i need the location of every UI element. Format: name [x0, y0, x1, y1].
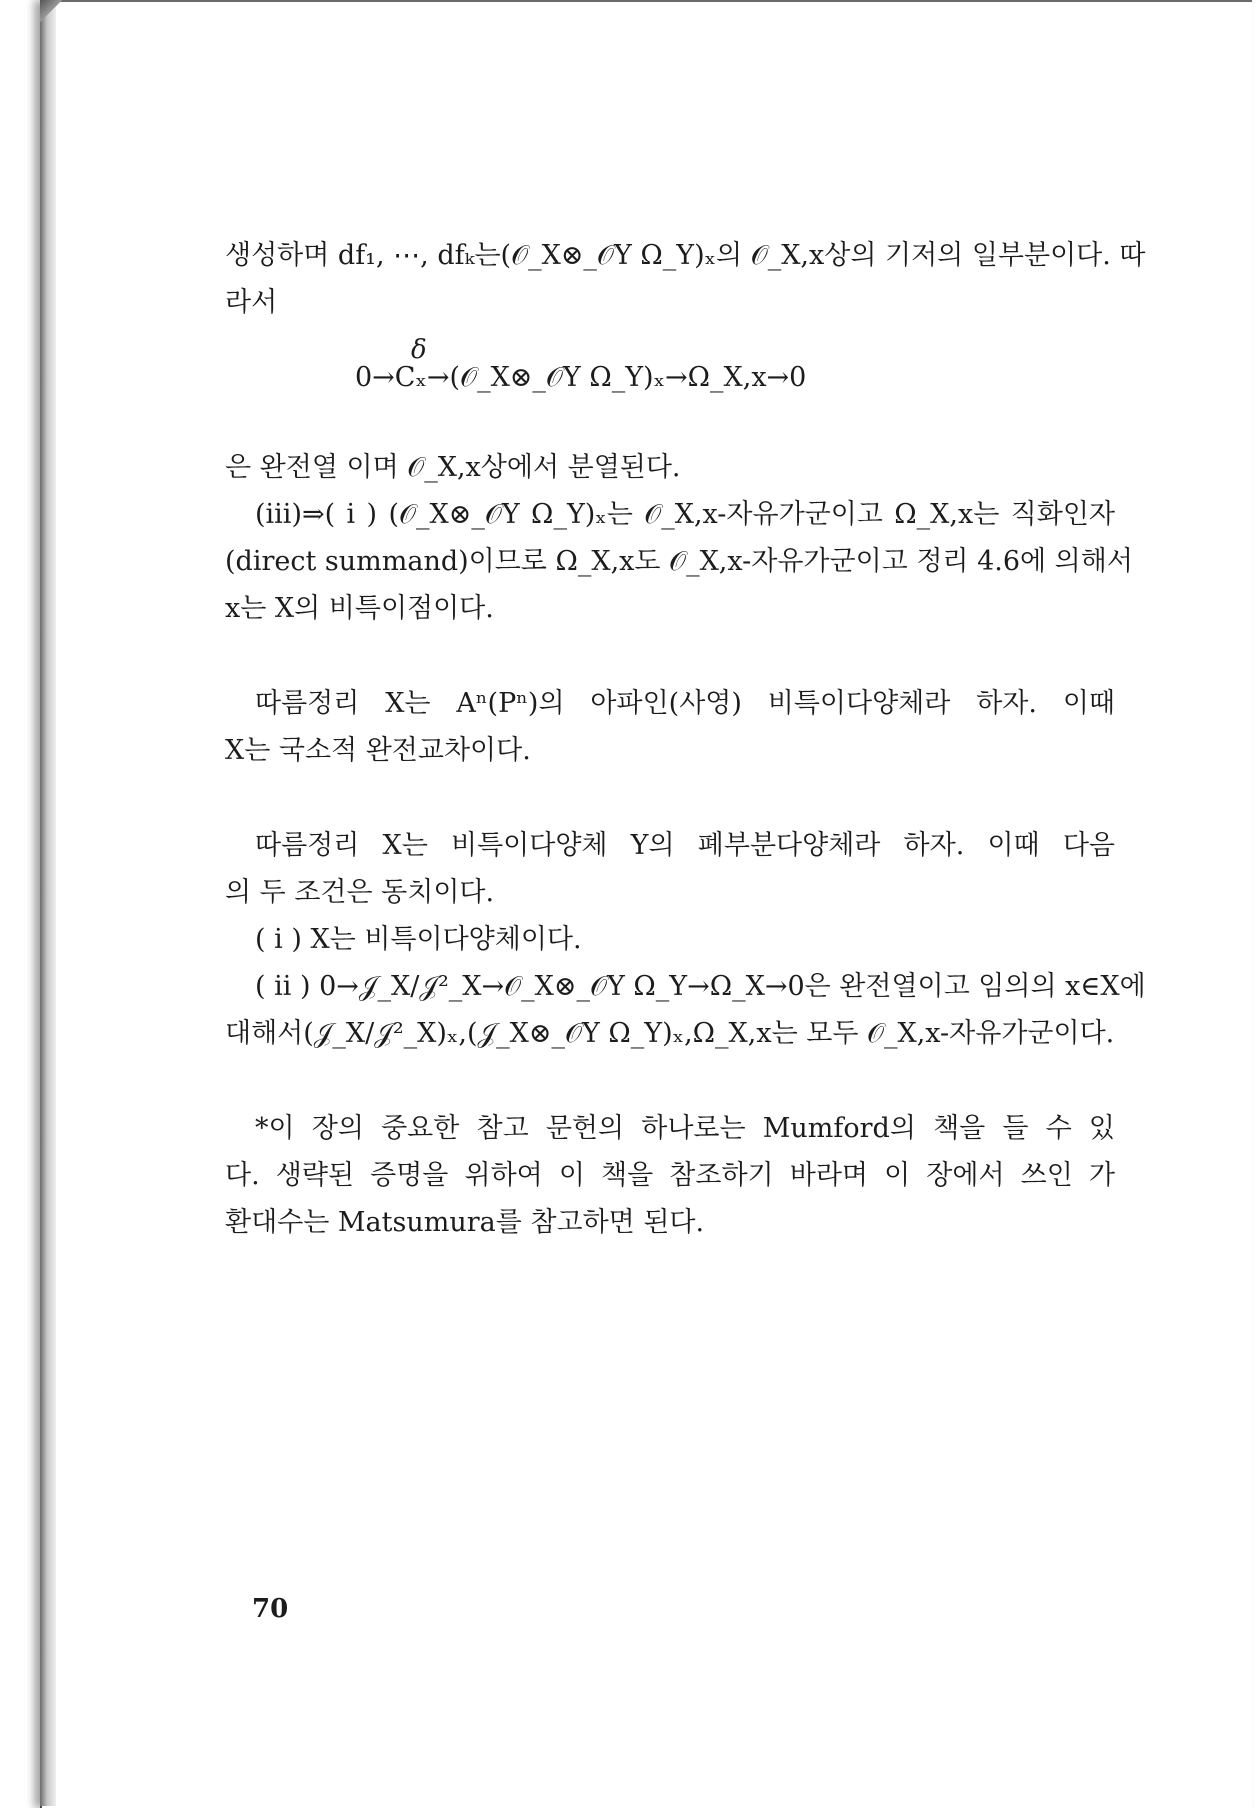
text-line: 환대수는 Matsumura를 참고하면 된다. — [225, 1207, 705, 1238]
text-line: (iii)⇒( i ) (𝒪_X⊗_𝒪Y Ω_Y)ₓ는 𝒪_X,x-자유가군이고 Ω_X,x는 직화인자 — [255, 499, 1115, 530]
equation-text: 0→Cₓ→(𝒪_X⊗_𝒪Y Ω_Y)ₓ→Ω_X,x→0 — [355, 362, 807, 393]
text-line: 라서 — [225, 287, 278, 318]
page-number: 70 — [252, 1594, 289, 1624]
delta-symbol: δ — [411, 335, 427, 365]
text-line: 생성하며 df₁, ⋯, dfₖ는(𝒪_X⊗_𝒪Y Ω_Y)ₓ의 𝒪_X,x상의 기저의 일부분이다. 따 — [225, 240, 1146, 271]
body-text — [225, 232, 1146, 1246]
condition-i: ( i ) X는 비특이다양체이다. — [255, 924, 582, 955]
corollary-heading-line: 따름정리 X는 Aⁿ(Pⁿ)의 아파인(사영) 비특이다양체라 하자. 이때 — [255, 688, 1115, 719]
corollary-heading-line: 따름정리 X는 비특이다양체 Y의 폐부분다양체라 하자. 이때 다음 — [255, 830, 1115, 861]
text-line: 의 두 조건은 동치이다. — [225, 877, 495, 908]
condition-ii: ( ii ) 0→𝒥_X/𝒥²_X→𝒪_X⊗_𝒪Y Ω_Y→Ω_X→0은 완전열이고 임의의 x∈X에 — [255, 971, 1146, 1002]
text-line: 대해서(𝒥_X/𝒥²_X)ₓ,(𝒥_X⊗_𝒪Y Ω_Y)ₓ,Ω_X,x는 모두 𝒪_X,x-자유가군이다. — [225, 1018, 1115, 1049]
text-line: x는 X의 비특이점이다. — [225, 593, 494, 624]
reference-note: *이 장의 중요한 참고 문헌의 하나로는 Mumford의 책을 들 수 있 — [255, 1113, 1115, 1144]
text-line: (direct summand)이므로 Ω_X,x도 𝒪_X,x-자유가군이고 정리 4.6에 의해서 — [225, 546, 1133, 577]
page-edge — [40, 0, 56, 1806]
exact-sequence-equation — [225, 330, 1115, 426]
text-line: X는 국소적 완전교차이다. — [225, 735, 531, 766]
text-line: 은 완전열 이며 𝒪_X,x상에서 분열된다. — [225, 452, 681, 483]
page-corner — [40, 0, 62, 22]
text-line: 다. 생략된 증명을 위하여 이 책을 참조하기 바라며 이 장에서 쓰인 가 — [225, 1160, 1115, 1191]
